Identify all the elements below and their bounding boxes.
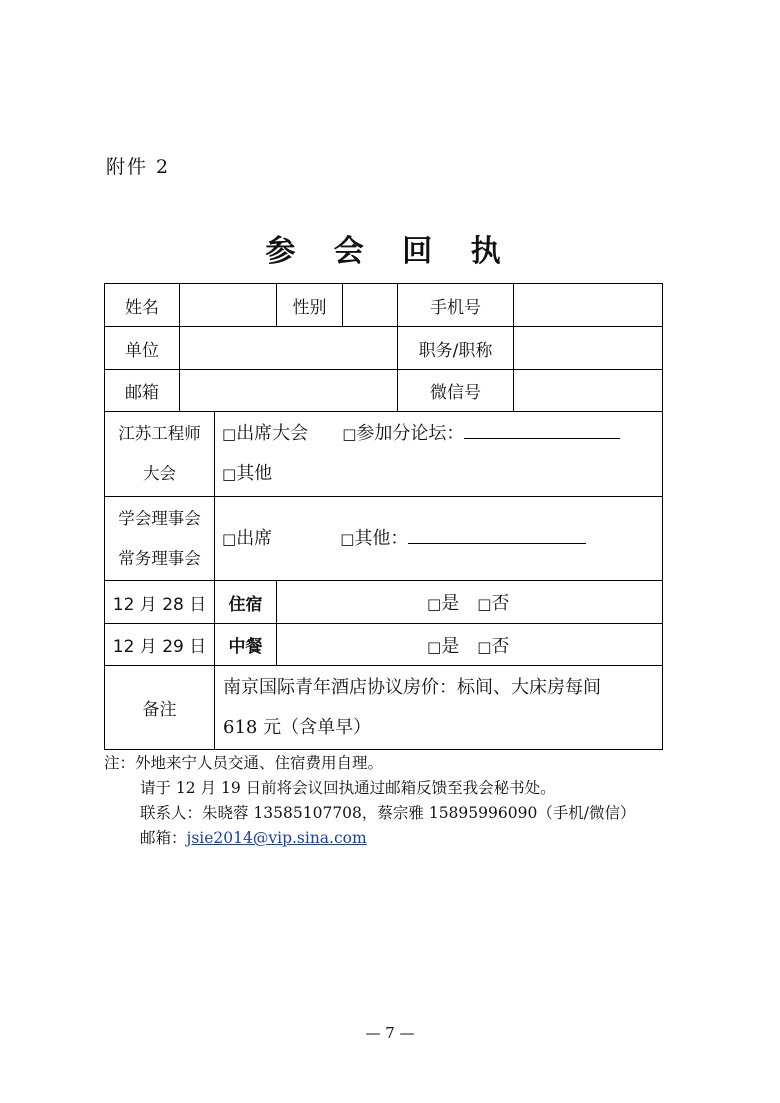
forum-blank[interactable] [464,422,620,439]
row-name [105,284,663,327]
council-label-line2: 常务理事会 [118,548,201,568]
wechat-field[interactable] [514,370,663,412]
name-label: 姓名 [105,284,180,327]
option-council-attend: 出席 [236,527,273,549]
lunch-no: 否 [491,635,510,657]
day28-date: 12 月 28 日 [105,581,215,624]
accommodation-options [277,581,663,624]
position-label: 职务/职称 [398,327,514,370]
unit-label: 单位 [105,327,180,370]
note-line-3: 联系人：朱晓蓉 13585107708，蔡宗雅 15895996090（手机/微信） [140,804,636,822]
option-conference-other: 其他 [236,463,273,484]
conference-label-line2: 大会 [143,464,176,483]
row-day29 [105,624,663,666]
lunch-options [277,624,663,666]
row-email [105,370,663,412]
phone-field[interactable] [514,284,663,327]
day29-date: 12 月 29 日 [105,624,215,666]
row-remarks [105,666,663,750]
conference-label [105,412,215,497]
checkbox-lunch-yes[interactable]: □ [427,637,442,656]
option-forum: 参加分论坛： [356,423,465,444]
note-line-4 [104,826,704,851]
council-label [105,497,215,581]
phone-label: 手机号 [398,284,514,327]
remarks-line1: 南京国际青年酒店协议房价：标间、大床房每间 [223,676,601,698]
checkbox-conference-other[interactable]: □ [222,465,237,483]
checkbox-council-other[interactable]: □ [340,529,355,548]
gender-label: 性别 [277,284,343,327]
council-other-blank[interactable] [408,527,586,544]
conference-options [215,412,663,497]
lunch-label: 中餐 [215,624,277,666]
checkbox-lunch-no[interactable]: □ [477,637,492,656]
row-conference [105,412,663,497]
row-day28 [105,581,663,624]
row-unit [105,327,663,370]
email-label: 邮箱 [105,370,180,412]
checkbox-accommodation-no[interactable]: □ [477,595,492,613]
checkbox-forum[interactable]: □ [342,425,357,443]
email-field[interactable] [180,370,398,412]
lunch-yes: 是 [441,635,460,657]
council-label-line1: 学会理事会 [118,508,201,528]
note-line-1: 注：外地来宁人员交通、住宿费用自理。 [104,754,384,772]
accommodation-yes: 是 [441,593,460,614]
attachment-label: 附件 2 [106,156,171,178]
checkbox-accommodation-yes[interactable]: □ [427,595,442,613]
page-title: 参 会 回 执 [265,234,515,269]
checkbox-attend-conference[interactable]: □ [222,425,237,443]
email-link[interactable]: jsie2014@vip.sina.com [186,829,367,847]
wechat-label: 微信号 [398,370,514,412]
note-line-2: 请于 12 月 19 日前将会议回执通过邮箱反馈至我会秘书处。 [140,779,556,797]
gender-field[interactable] [343,284,398,327]
notes-block [104,751,704,851]
council-options [215,497,663,581]
name-field[interactable] [180,284,277,327]
conference-label-line1: 江苏工程师 [118,424,201,443]
unit-field[interactable] [180,327,398,370]
email-prefix: 邮箱： [140,829,187,847]
row-council [105,497,663,581]
remarks-line2: 618 元（含单早） [223,716,372,738]
option-attend-conference: 出席大会 [236,423,309,444]
remarks-content [215,666,663,750]
registration-form [104,283,663,750]
page-number: — 7 — [365,1024,415,1042]
remarks-label: 备注 [105,666,215,750]
position-field[interactable] [514,327,663,370]
accommodation-no: 否 [491,593,510,614]
accommodation-label: 住宿 [215,581,277,624]
checkbox-council-attend[interactable]: □ [222,529,237,548]
option-council-other: 其他： [354,527,409,549]
